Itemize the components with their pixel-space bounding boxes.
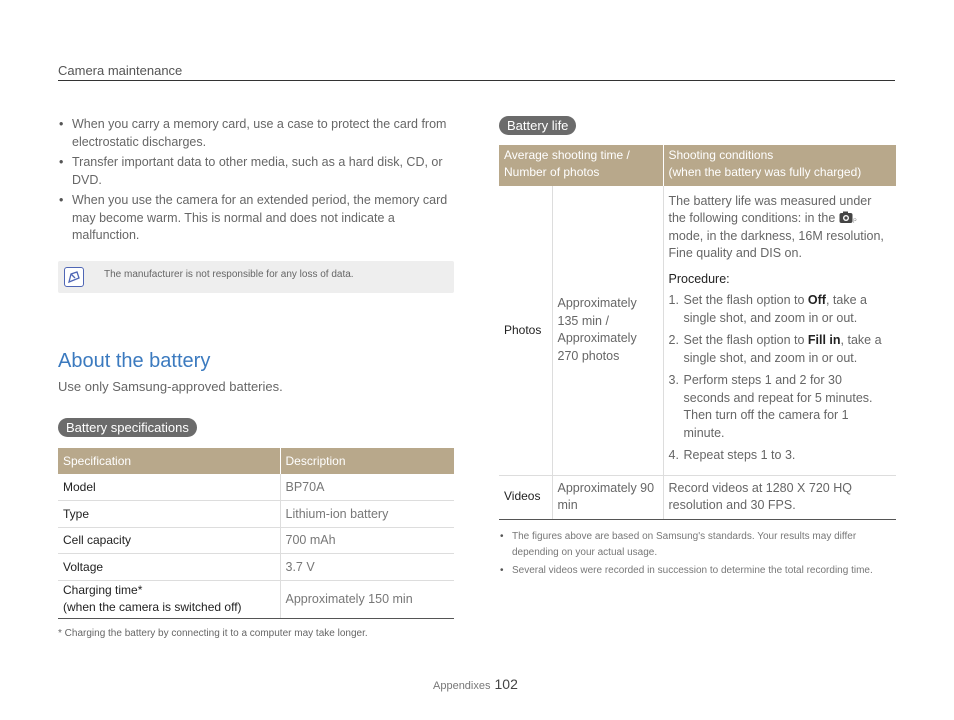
note-text: The manufacturer is not responsible for any loss of data. (104, 269, 354, 280)
note-box (58, 261, 454, 293)
care-bullet-list (58, 116, 454, 248)
step-text: Repeat steps 1 to 3. (683, 448, 796, 463)
spec-cell-main: Charging time* (63, 583, 143, 597)
conditions-cell: Record videos at 1280 X 720 HQ resolution and 30 FPS. (663, 475, 896, 519)
column-header-conditions (663, 145, 896, 186)
desc-cell: 3.7 V (280, 554, 454, 581)
note-icon (64, 267, 84, 287)
life-notes-list (499, 529, 895, 581)
procedure-title: Procedure: (668, 271, 730, 286)
desc-cell: Approximately 150 min (280, 580, 454, 618)
header-line: (when the battery was fully charged) (668, 165, 862, 179)
page-subtitle: Use only Samsung-approved batteries. (58, 379, 283, 394)
specs-label-badge: Battery specifications (58, 418, 197, 437)
desc-cell: 700 mAh (280, 527, 454, 554)
svg-text:P: P (852, 218, 857, 225)
life-label-badge: Battery life (499, 116, 576, 135)
table-row (499, 475, 896, 519)
step-number: 3. (668, 373, 679, 388)
table-row (58, 554, 454, 581)
spec-cell: Type (58, 501, 280, 528)
procedure-step (669, 332, 892, 367)
program-mode-icon (839, 211, 859, 224)
step-text: , take a single shot, and zoom in or out. (683, 293, 867, 325)
care-bullet: • When you use the camera for an extended period, the memory card may become warm. This is normal and does not indicate a malfunction. (58, 192, 454, 245)
conditions-text (669, 193, 892, 263)
care-bullet: • When you carry a memory card, use a case to protect the card from electrostatic discharges. (58, 116, 454, 151)
row-label: Photos (499, 186, 552, 475)
column-header: Description (280, 448, 454, 474)
header-line: Average shooting time / (504, 148, 630, 162)
procedure-steps (669, 292, 892, 465)
desc-cell: Lithium-ion battery (280, 501, 454, 528)
battery-specs-table (58, 448, 454, 619)
amount-cell: Approximately 135 min / Approximately 270 photos (552, 186, 663, 475)
step-text: Set the flash option to (683, 333, 805, 348)
table-row (58, 501, 454, 528)
conditions-text-after: mode, in the darkness, 16M resolution, Fine quality and DIS on. (668, 228, 884, 261)
table-row (58, 580, 454, 618)
header-line: Number of photos (504, 165, 600, 179)
column-header: Specification (58, 448, 280, 474)
spec-cell (58, 580, 280, 618)
conditions-cell (663, 186, 896, 475)
step-text: Set the flash option to (683, 293, 805, 308)
step-option: Fill in (807, 333, 841, 348)
column-header-time (499, 145, 663, 186)
table-header-row (58, 448, 454, 474)
table-header-row (499, 145, 896, 186)
page-footer (433, 676, 518, 692)
step-option: Off (807, 293, 826, 308)
row-label: Videos (499, 475, 552, 519)
table-row (58, 527, 454, 554)
procedure-step (669, 292, 892, 327)
header-divider (58, 80, 895, 81)
procedure-step (669, 372, 892, 442)
life-note: • Several videos were recorded in succession to determine the total recording time. (499, 563, 895, 579)
spec-cell: Voltage (58, 554, 280, 581)
conditions-block (669, 191, 892, 465)
spec-cell: Cell capacity (58, 527, 280, 554)
step-number: 1. (668, 293, 679, 308)
header-line: Shooting conditions (668, 148, 774, 162)
specs-footnote: * Charging the battery by connecting it to a computer may take longer. (58, 628, 368, 639)
conditions-text-before: The battery life was measured under the following conditions: in the (668, 193, 872, 226)
step-text: Perform steps 1 and 2 for 30 seconds and repeat for 5 minutes. Then turn off the camera for 1 minute. (683, 373, 873, 440)
spec-cell-sub: (when the camera is switched off) (63, 600, 242, 614)
step-number: 2. (668, 333, 679, 348)
section-header: Camera maintenance (58, 63, 183, 78)
amount-cell: Approximately 90 min (552, 475, 663, 519)
page-title: About the battery (58, 350, 211, 372)
footer-section: Appendixes (433, 680, 491, 692)
desc-cell: BP70A (280, 474, 454, 501)
step-text: , take a single shot, and zoom in or out. (683, 333, 882, 365)
procedure-step (669, 447, 892, 465)
table-row (499, 186, 896, 475)
table-row (58, 474, 454, 501)
spec-cell: Model (58, 474, 280, 501)
care-bullet: • Transfer important data to other media, such as a hard disk, CD, or DVD. (58, 154, 454, 189)
life-note: • The figures above are based on Samsung's standards. Your results may differ depending on your actual usage. (499, 529, 895, 561)
battery-life-table (499, 145, 896, 520)
step-number: 4. (668, 448, 679, 463)
page-number: 102 (494, 676, 518, 692)
